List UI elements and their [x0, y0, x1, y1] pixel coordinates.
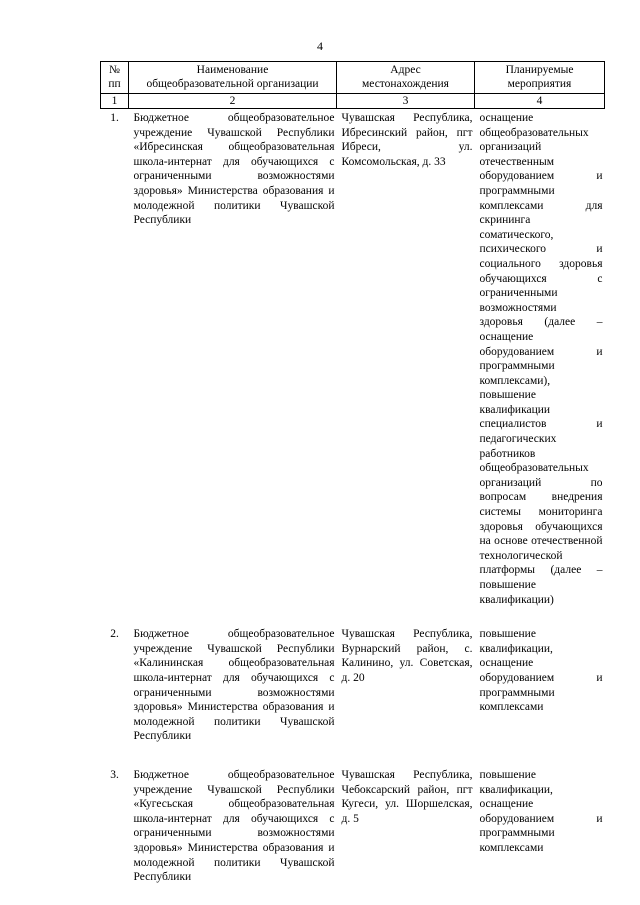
- planned-measures: оснащение общеобразовательных организаций отечественным оборудованием и программными комплексами для скрининга соматического, психического и социального здоровья обучающихся с ограниченными возможностями здоровья (далее – оснащение оборудованием и программными комплексами), повышение квалификации специалистов и педагогических работников общеобразовательных организаций по вопросам внедрения системы мониторинга здоровья обучающихся на основе отечественной технологической платформы (далее – повышение квалификации): [479, 112, 603, 606]
- index-cell: 4: [475, 94, 605, 109]
- row-number: 3.: [110, 768, 119, 781]
- header-organization-name: Наименование общеобразовательной организации: [129, 62, 337, 94]
- organization-name: Бюджетное общеобразовательное учреждение Чувашской Республики «Кугесьская общеобразовательная школа-интернат для обучающихся с ограниченными возможностями здоровья» Министерства образования и молодежной политики Чувашской Республики: [133, 768, 335, 884]
- table-row: [101, 625, 605, 766]
- planned-measures: повышение квалификации, оснащение оборудованием и программными комплексами: [479, 628, 603, 714]
- page-number: 4: [317, 39, 323, 53]
- index-cell: 3: [337, 94, 475, 109]
- organizations-table: [100, 61, 605, 885]
- table-header-row: [101, 62, 605, 94]
- table-index-row: [101, 94, 605, 109]
- header-planned-measures: Планируемые мероприятия: [475, 62, 605, 94]
- organization-address: Чувашская Республика, Чебоксарский район, пгт Кугеси, ул. Шоршелская, д. 5: [341, 768, 473, 825]
- row-number: 1.: [110, 112, 119, 124]
- index-cell: 2: [129, 94, 337, 109]
- organization-name: Бюджетное общеобразовательное учреждение Чувашской Республики «Ибресинская общеобразовательная школа-интернат для обучающихся с ограниченными возможностями здоровья» Министерства образования и молодежной политики Чувашской Республики: [133, 112, 335, 227]
- planned-measures: повышение квалификации, оснащение оборудованием и программными комплексами: [479, 768, 603, 854]
- row-number: 2.: [110, 628, 119, 641]
- header-number: № пп: [101, 62, 129, 94]
- organization-address: Чувашская Республика, Вурнарский район, с. Калинино, ул. Советская, д. 20: [341, 628, 473, 684]
- organization-name: Бюджетное общеобразовательное учреждение Чувашской Республики «Калининская общеобразовательная школа-интернат для обучающихся с ограниченными возможностями здоровья» Министерства образования и молодежной политики Чувашской Республики: [133, 628, 335, 743]
- header-address: Адрес местонахождения: [337, 62, 475, 94]
- organization-address: Чувашская Республика, Ибресинский район, пгт Ибреси, ул. Комсомольская, д. 33: [341, 112, 473, 168]
- index-cell: 1: [101, 94, 129, 109]
- table-row: [101, 109, 605, 626]
- table-row: [101, 766, 605, 885]
